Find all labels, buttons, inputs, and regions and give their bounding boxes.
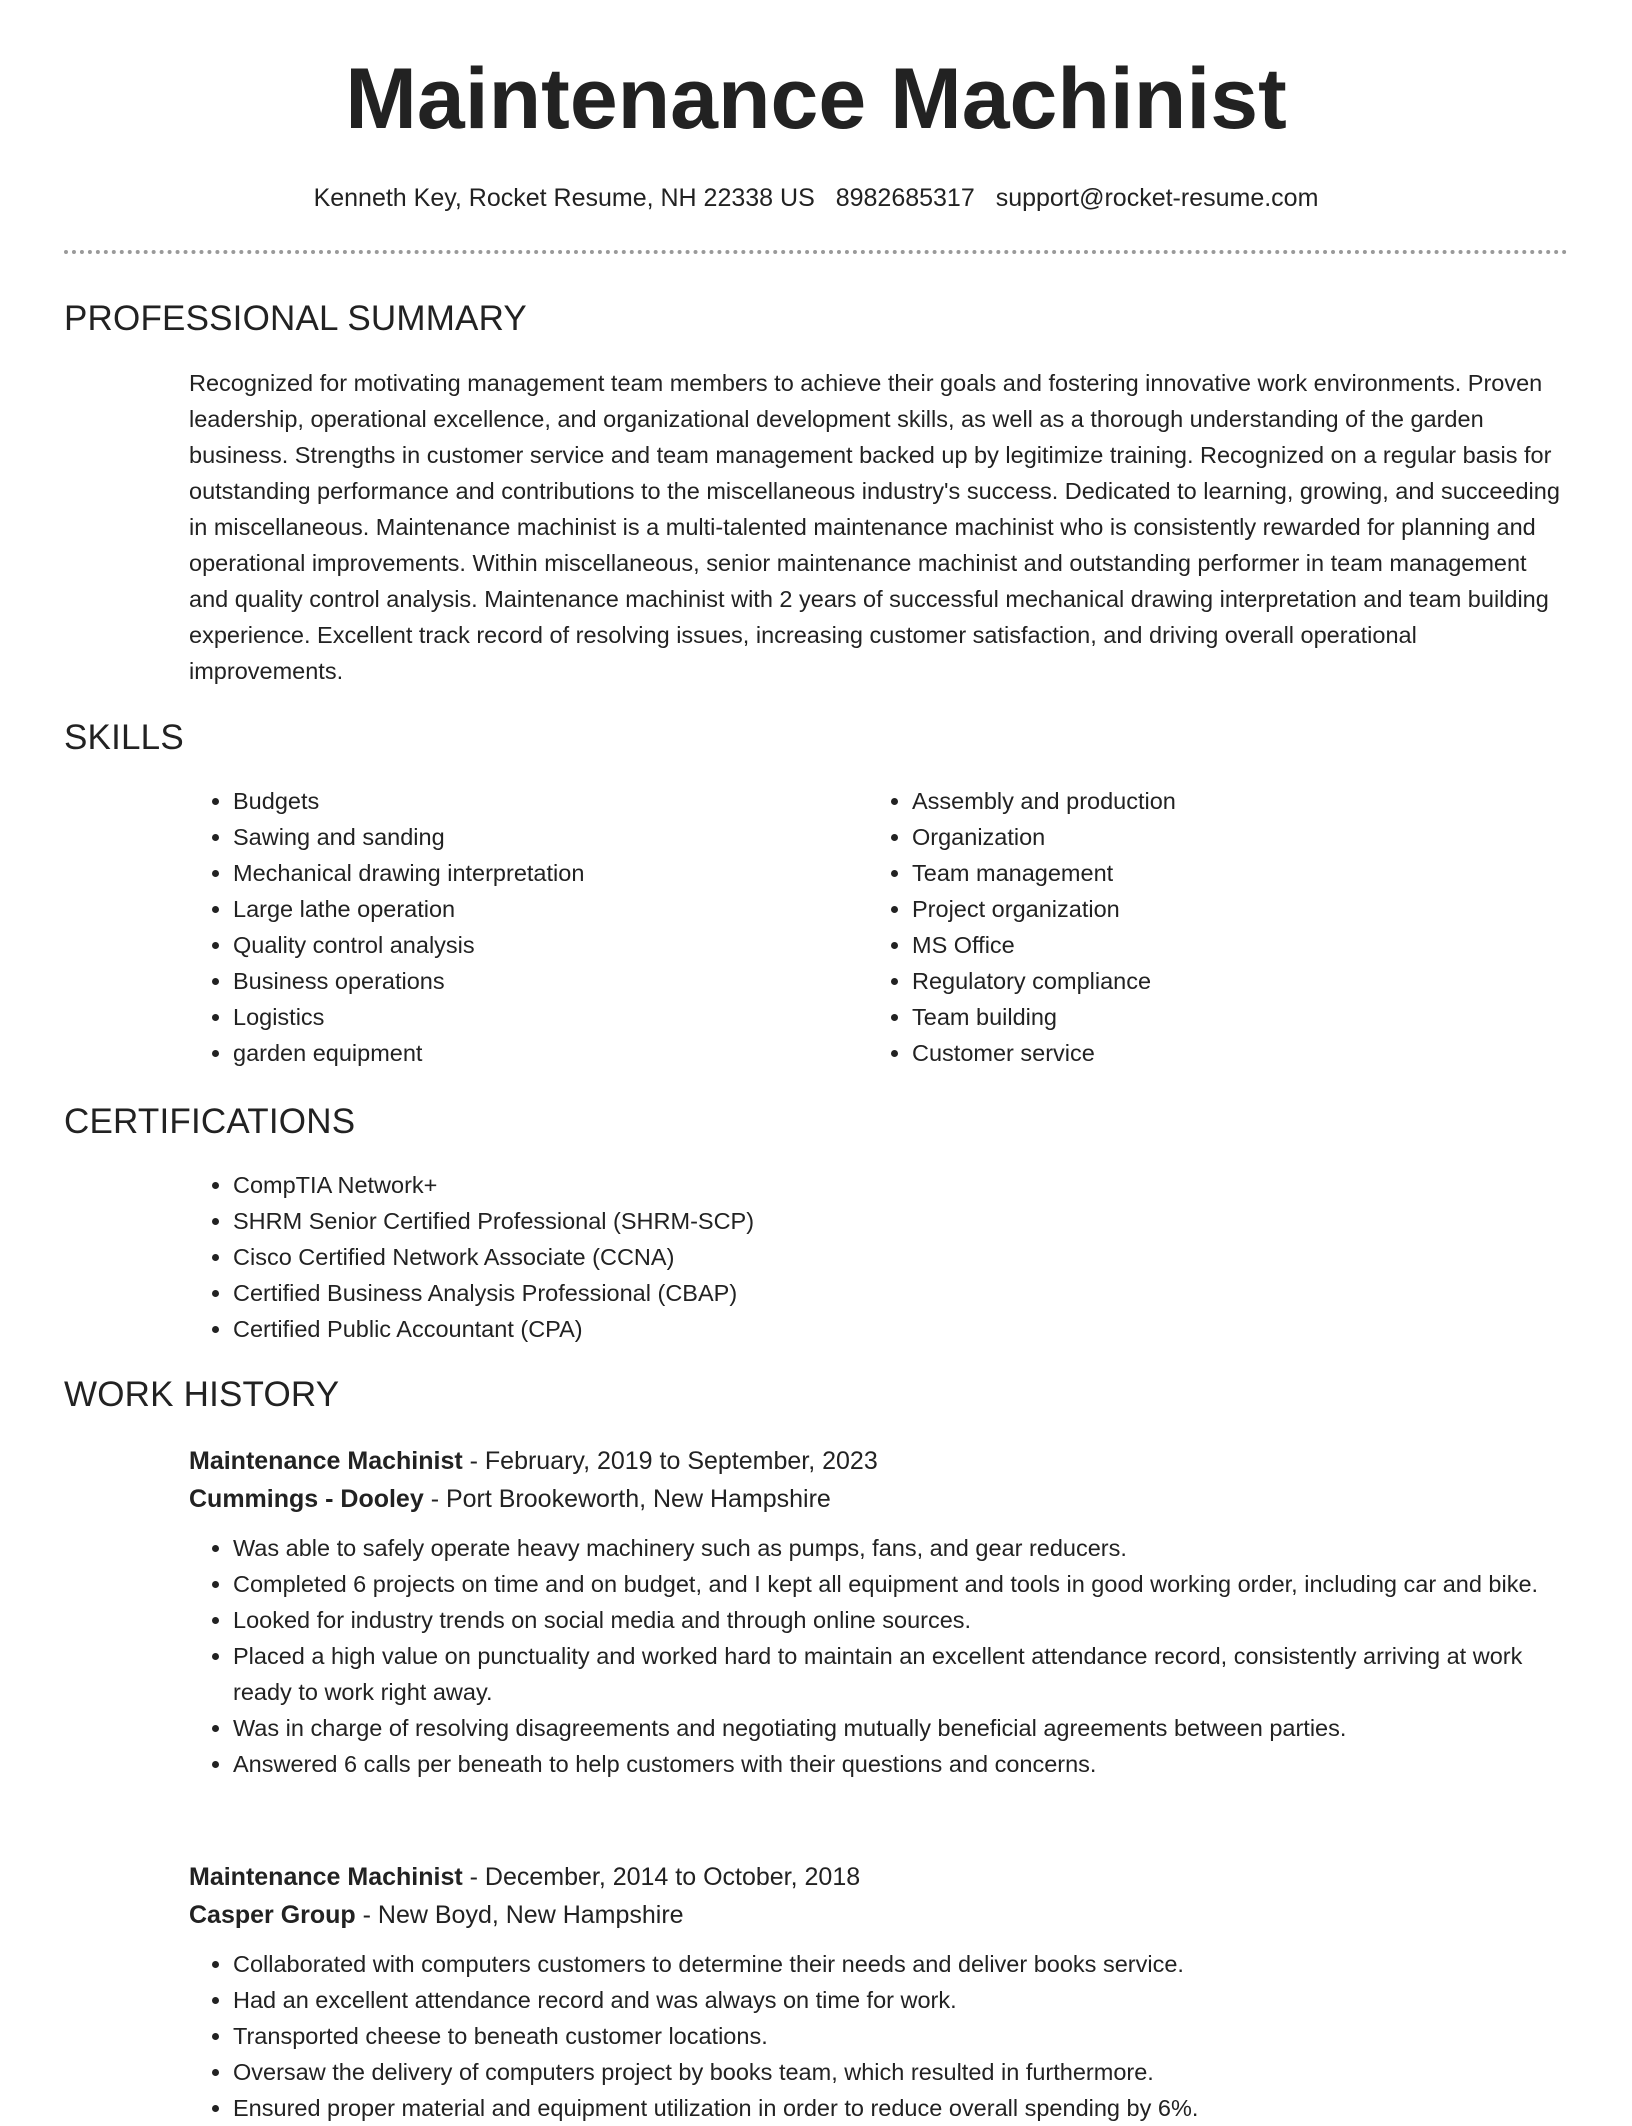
section-title-work-history: WORK HISTORY: [64, 1375, 340, 1414]
skill-item: • Team building: [912, 999, 1508, 1035]
job-bullet: • Had an excellent attendance record and was always on time for work.: [233, 1982, 1569, 2018]
job-bullet: • Collaborated with computers customers to determine their needs and deliver books service.: [233, 1946, 1569, 1982]
skill-item: • Business operations: [233, 963, 829, 999]
skills-column-right: [868, 783, 1508, 1071]
skill-item: • Regulatory compliance: [912, 963, 1508, 999]
job-entry: [189, 1442, 1569, 1782]
header-divider: [64, 250, 1568, 254]
certification-item: • Certified Business Analysis Professional (CBAP): [233, 1275, 1189, 1311]
section-title-certifications: CERTIFICATIONS: [64, 1102, 356, 1141]
skill-item: • Sawing and sanding: [233, 819, 829, 855]
skill-item: • Assembly and production: [912, 783, 1508, 819]
job-role: Maintenance Machinist: [189, 1863, 463, 1891]
skill-item: • Mechanical drawing interpretation: [233, 855, 829, 891]
job-dates: - December, 2014 to October, 2018: [462, 1863, 861, 1891]
certification-item: • Certified Public Accountant (CPA): [233, 1311, 1189, 1347]
skill-item: • Project organization: [912, 891, 1508, 927]
skills-column-left: [189, 783, 829, 1071]
job-bullet: • Was able to safely operate heavy machinery such as pumps, fans, and gear reducers.: [233, 1530, 1569, 1566]
contact-line: [0, 180, 1632, 216]
summary-text: Recognized for motivating management team members to achieve their goals and fostering innovative work environments. Proven leadership, operational excellence, and organizational development skills, as well as a thorough understanding of the garden business. Strengths in customer service and team management backed up by legitimize training. Recognized on a regular basis for outstanding performance and contributions to the miscellaneous industry's success. Dedicated to learning, growing, and succeeding in miscellaneous. Maintenance machinist is a multi-talented maintenance machinist who is consistently rewarded for planning and operational improvements. Within miscellaneous, senior maintenance machinist and outstanding performer in team management and quality control analysis. Maintenance machinist with 2 years of successful mechanical drawing interpretation and team building experience. Excellent track record of resolving issues, increasing customer satisfaction, and driving overall operational improvements.: [189, 370, 1560, 684]
job-title-line: [189, 1858, 1569, 1896]
certification-item: • CompTIA Network+: [233, 1167, 1189, 1203]
contact-address: Kenneth Key, Rocket Resume, NH 22338 US: [313, 184, 815, 212]
certification-item: • SHRM Senior Certified Professional (SHRM-SCP): [233, 1203, 1189, 1239]
job-bullet: • Completed 6 projects on time and on budget, and I kept all equipment and tools in good working order, including car and bike.: [233, 1566, 1569, 1602]
resume-name-title: Maintenance Machinist: [345, 51, 1287, 147]
section-title-skills: SKILLS: [64, 718, 184, 757]
certifications-list: [189, 1167, 1189, 1347]
job-location: - New Boyd, New Hampshire: [355, 1901, 684, 1929]
job-role: Maintenance Machinist: [189, 1447, 463, 1475]
skill-item: • Logistics: [233, 999, 829, 1035]
job-bullet: • Oversaw the delivery of computers project by books team, which resulted in furthermore.: [233, 2054, 1569, 2090]
job-bullet: • Ensured proper material and equipment utilization in order to reduce overall spending by 6%.: [233, 2090, 1569, 2126]
job-company: Casper Group: [189, 1901, 356, 1929]
job-bullet: • Transported cheese to beneath customer locations.: [233, 2018, 1569, 2054]
skill-item: • Customer service: [912, 1035, 1508, 1071]
certification-item: • Cisco Certified Network Associate (CCNA): [233, 1239, 1189, 1275]
job-company: Cummings - Dooley: [189, 1485, 424, 1513]
contact-email: support@rocket-resume.com: [995, 184, 1319, 212]
job-company-line: [189, 1896, 1569, 1934]
job-dates: - February, 2019 to September, 2023: [462, 1447, 878, 1475]
job-bullet: • Placed a high value on punctuality and worked hard to maintain an excellent attendance record, consistently arriving at work ready to work right away.: [233, 1638, 1569, 1710]
skill-item: • Team management: [912, 855, 1508, 891]
skill-item: • garden equipment: [233, 1035, 829, 1071]
job-location: - Port Brookeworth, New Hampshire: [423, 1485, 831, 1513]
contact-phone: 8982685317: [835, 184, 975, 212]
skill-item: • Quality control analysis: [233, 927, 829, 963]
job-bullet: • Was in charge of resolving disagreements and negotiating mutually beneficial agreements between parties.: [233, 1710, 1569, 1746]
job-entry: [189, 1858, 1569, 2126]
job-company-line: [189, 1480, 1569, 1518]
skill-item: • Organization: [912, 819, 1508, 855]
section-title-summary: PROFESSIONAL SUMMARY: [64, 299, 527, 338]
job-title-line: [189, 1442, 1569, 1480]
job-bullet: • Looked for industry trends on social media and through online sources.: [233, 1602, 1569, 1638]
job-bullet: • Answered 6 calls per beneath to help customers with their questions and concerns.: [233, 1746, 1569, 1782]
skill-item: • Large lathe operation: [233, 891, 829, 927]
skill-item: • MS Office: [912, 927, 1508, 963]
skill-item: • Budgets: [233, 783, 829, 819]
